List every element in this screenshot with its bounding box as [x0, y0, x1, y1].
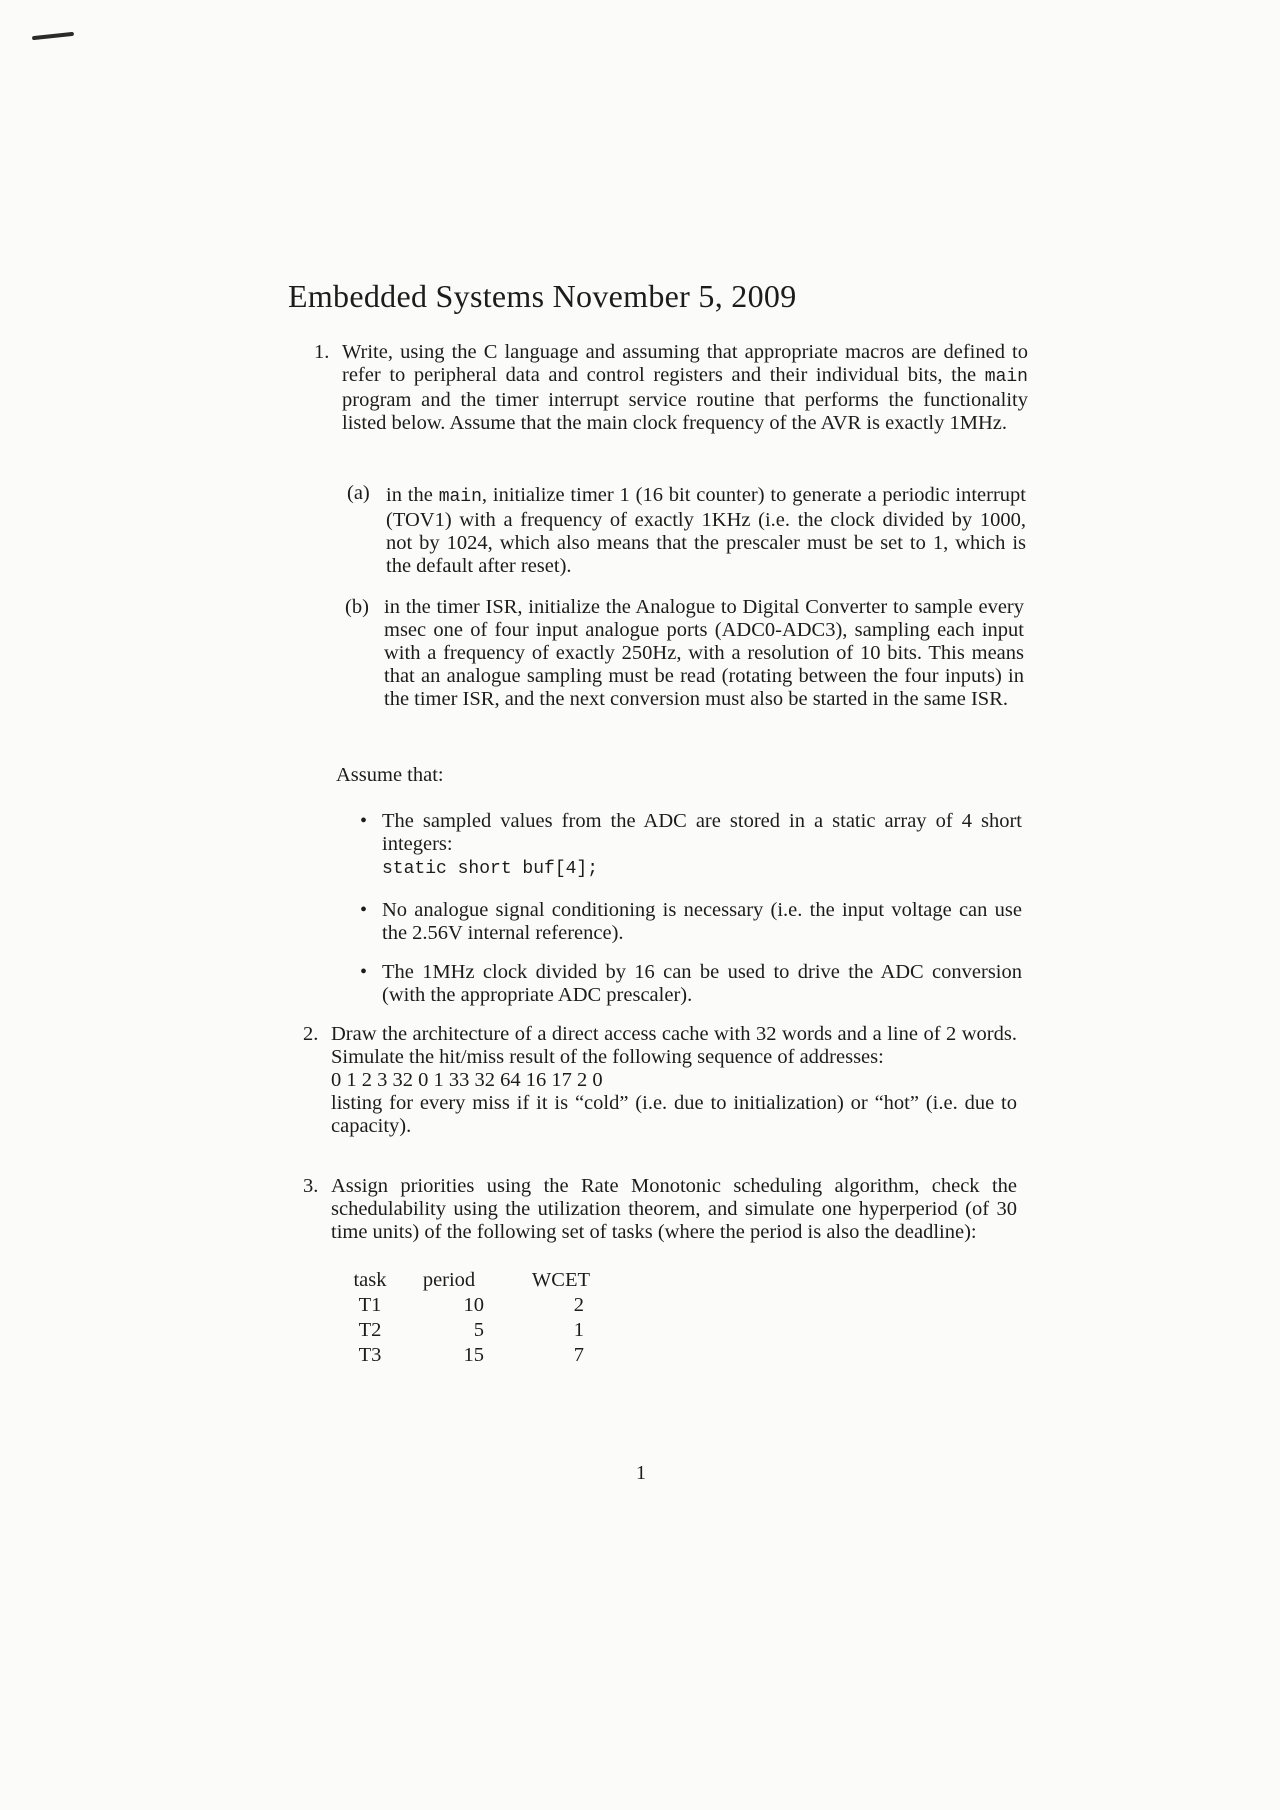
page-number: 1	[636, 1462, 646, 1484]
question-1a-text-pre: in the	[386, 484, 439, 506]
task-wcet: 2	[573, 1294, 584, 1316]
bullet-1-marker: •	[360, 810, 368, 832]
table-row	[334, 1318, 590, 1343]
question-1-main-code: main	[984, 367, 1028, 387]
question-2-text	[331, 1023, 1017, 1138]
task-wcet: 1	[573, 1319, 584, 1341]
bullet-1-code: static short buf[4];	[382, 859, 599, 879]
task-table	[334, 1268, 590, 1368]
task-period: 10	[463, 1294, 484, 1316]
question-1-intro-text-a: Write, using the C language and assuming that appropriate macros are defined to refer to peripheral data and control registers and their individual bits, the	[342, 341, 1028, 386]
task-table-header-task: task	[353, 1269, 387, 1291]
question-2-text-after: listing for every miss if it is “cold” (i.e. due to initialization) or “hot” (i.e. due to capacity).	[331, 1092, 1017, 1137]
question-1a-text	[386, 484, 1026, 578]
task-table-header-period: period	[422, 1269, 476, 1291]
task-name: T2	[358, 1319, 382, 1341]
question-1a-label: (a)	[347, 482, 370, 504]
task-wcet: 7	[573, 1344, 584, 1366]
question-1b-label: (b)	[345, 596, 369, 618]
question-1a-text-post: , initialize timer 1 (16 bit counter) to generate a periodic interrupt (TOV1) with a frequency of exactly 1KHz (i.e. the clock divided by 1000, not by 1024, which also means that the prescaler must be set to 1, which is the default after reset).	[386, 484, 1026, 577]
page-title: Embedded Systems November 5, 2009	[288, 278, 797, 314]
question-2-sequence: 0 1 2 3 32 0 1 33 32 64 16 17 2 0	[331, 1069, 603, 1091]
assume-label: Assume that:	[336, 764, 444, 786]
question-1-number: 1.	[314, 341, 330, 363]
bullet-1-text	[382, 810, 1022, 881]
bullet-3-marker: •	[360, 961, 368, 983]
table-row	[334, 1293, 590, 1318]
task-table-header-row	[334, 1268, 590, 1293]
question-1a-main-code: main	[438, 487, 482, 507]
question-1-intro	[342, 341, 1028, 435]
scan-mark	[32, 32, 74, 40]
task-period: 5	[473, 1319, 484, 1341]
question-3-text: Assign priorities using the Rate Monotonic scheduling algorithm, check the schedulability using the utilization theorem, and simulate one hyperperiod (of 30 time units) of the following set of tasks (where the period is also the deadline):	[331, 1175, 1017, 1243]
task-period: 15	[463, 1344, 484, 1366]
question-1b-text: in the timer ISR, initialize the Analogue to Digital Converter to sample every msec one of four input analogue ports (ADC0-ADC3), sampling each input with a frequency of exactly 250Hz, with a resolution of 10 bits. This means that an analogue sampling must be read (rotating between the four inputs) in the timer ISR, and the next conversion must also be started in the same ISR.	[384, 596, 1024, 710]
table-row	[334, 1343, 590, 1368]
question-2-number: 2.	[303, 1023, 319, 1045]
bullet-3-text: The 1MHz clock divided by 16 can be used to drive the ADC conversion (with the appropriate ADC prescaler).	[382, 961, 1022, 1006]
question-1-intro-text-b: program and the timer interrupt service routine that performs the functionality listed below. Assume that the main clock frequency of the AVR is exactly 1MHz.	[342, 389, 1028, 434]
question-3-number: 3.	[303, 1175, 319, 1197]
bullet-2-text: No analogue signal conditioning is necessary (i.e. the input voltage can use the 2.56V internal reference).	[382, 899, 1022, 944]
task-name: T3	[358, 1344, 382, 1366]
bullet-2-marker: •	[360, 899, 368, 921]
task-name: T1	[358, 1294, 382, 1316]
bullet-1-text-content: The sampled values from the ADC are stored in a static array of 4 short integers:	[382, 810, 1022, 855]
question-2-text-main: Draw the architecture of a direct access cache with 32 words and a line of 2 words. Simulate the hit/miss result of the following sequence of addresses:	[331, 1023, 1017, 1068]
task-table-header-wcet: WCET	[531, 1269, 590, 1291]
